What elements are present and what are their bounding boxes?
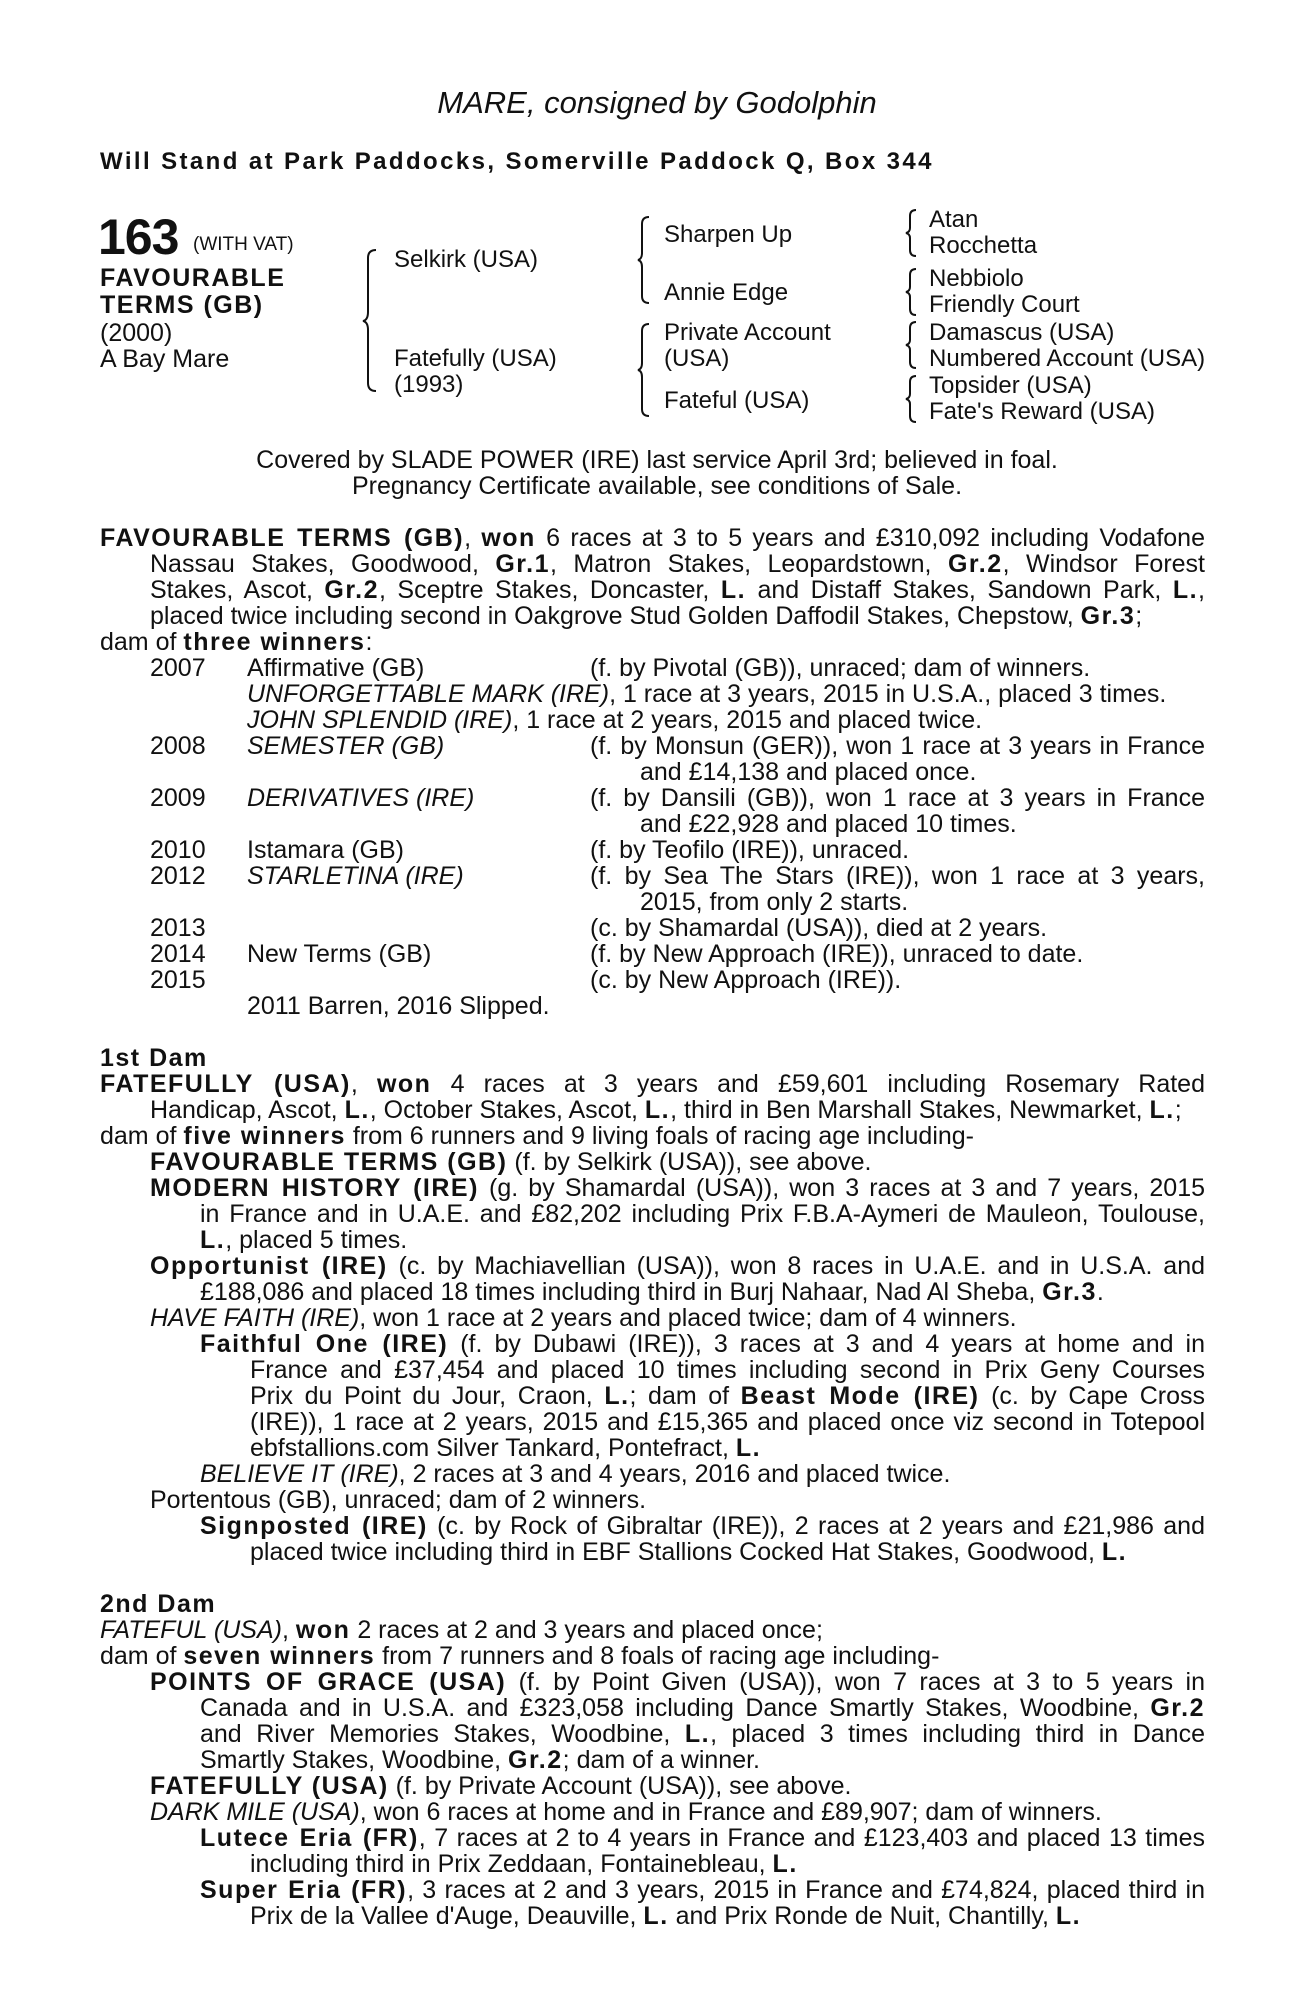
produce-note: 2011 Barren, 2016 Slipped. xyxy=(247,992,550,1020)
foaling-year: (2000) xyxy=(100,319,173,347)
dam-line: placed twice including third in EBF Stallions Cocked Hat Stakes, Goodwood, L. xyxy=(250,1538,1128,1566)
lot-number: 163 xyxy=(98,209,179,265)
granddam-line-g5: Damascus (USA) xyxy=(929,319,1115,346)
horse-description: A Bay Mare xyxy=(100,345,230,373)
dam-line: BELIEVE IT (IRE), 2 races at 3 and 4 years, 2016 and placed twice. xyxy=(200,1460,951,1488)
dam-sire-line2: (USA) xyxy=(664,345,730,372)
dam-line: and River Memories Stakes, Woodbine, L., placed 3 times including third in Dance xyxy=(200,1720,1205,1748)
dam-line: FATEFUL (USA), won 2 races at 2 and 3 years and placed once; xyxy=(100,1616,823,1644)
dam-line: FATEFULLY (USA), won 4 races at 3 years and £59,601 including Rosemary Rated xyxy=(100,1070,1205,1098)
dam-line: Lutece Eria (FR), 7 races at 2 to 4 years in France and £123,403 and placed 13 times xyxy=(200,1824,1205,1852)
pedigree-brace xyxy=(362,248,380,393)
granddam-line-g6: Numbered Account (USA) xyxy=(929,345,1206,372)
summary-line: Stakes, Ascot, Gr.2, Sceptre Stakes, Doncaster, L. and Distaff Stakes, Sandown Park, L., xyxy=(150,576,1205,604)
produce-progeny: UNFORGETTABLE MARK (IRE), 1 race at 3 years, 2015 in U.S.A., placed 3 times. xyxy=(247,680,1167,708)
granddam-line-g2: Rocchetta xyxy=(929,232,1038,259)
summary-line: placed twice including second in Oakgrove Stud Golden Daffodil Stakes, Chepstow, Gr.3; xyxy=(150,602,1143,630)
dam-dam: Fateful (USA) xyxy=(664,387,810,414)
dam-line: FATEFULLY (USA) (f. by Private Account (USA)), see above. xyxy=(150,1772,852,1800)
dam-line: Faithful One (IRE) (f. by Dubawi (IRE)), 3 races at 3 and 4 years at home and in xyxy=(200,1330,1205,1358)
dam-line: ebfstallions.com Silver Tankard, Pontefract, L. xyxy=(250,1434,762,1462)
dam-line: including third in Prix Zeddaan, Fontainebleau, L. xyxy=(250,1850,798,1878)
pedigree-brace xyxy=(905,267,919,317)
dam-line: POINTS OF GRACE (USA) (f. by Point Given (USA)), won 7 races at 3 to 5 years in xyxy=(150,1668,1205,1696)
granddam-line-g4: Friendly Court xyxy=(929,291,1080,318)
dam-line: Canada and in U.S.A. and £323,058 including Dance Smartly Stakes, Woodbine, Gr.2 xyxy=(200,1694,1205,1722)
dam-line1: Fatefully (USA) xyxy=(394,345,557,372)
dam-line: Signposted (IRE) (c. by Rock of Gibraltar (IRE)), 2 races at 2 years and £21,986 and xyxy=(200,1512,1205,1540)
dam-line: Portentous (GB), unraced; dam of 2 winners. xyxy=(150,1486,647,1514)
produce-progeny: JOHN SPLENDID (IRE), 1 race at 2 years, 2015 and placed twice. xyxy=(247,706,983,734)
section-heading: 2nd Dam xyxy=(100,1590,217,1618)
dam-line: £188,086 and placed 18 times including third in Burj Nahaar, Nad Al Sheba, Gr.3. xyxy=(200,1278,1104,1306)
summary-line: Nassau Stakes, Goodwood, Gr.1, Matron Stakes, Leopardstown, Gr.2, Windsor Forest xyxy=(150,550,1205,578)
covered-note: Covered by SLADE POWER (IRE) last service April 3rd; believed in foal. xyxy=(256,446,1058,474)
summary-line: FAVOURABLE TERMS (GB), won 6 races at 3 to 5 years and £310,092 including Vodafone xyxy=(100,524,1205,552)
dam-line: Opportunist (IRE) (c. by Machiavellian (USA)), won 8 races in U.A.E. and in U.S.A. and xyxy=(150,1252,1205,1280)
pregnancy-note: Pregnancy Certificate available, see conditions of Sale. xyxy=(351,472,963,500)
dam-line: MODERN HISTORY (IRE) (g. by Shamardal (USA)), won 3 races at 3 and 7 years, 2015 xyxy=(150,1174,1206,1202)
granddam-line-g8: Fate's Reward (USA) xyxy=(929,398,1155,425)
summary-line: dam of three winners: xyxy=(100,628,373,656)
dam-line: DARK MILE (USA), won 6 races at home and in France and £89,907; dam of winners. xyxy=(150,1798,1102,1826)
dam-line: dam of seven winners from 7 runners and 8 foals of racing age including- xyxy=(100,1642,940,1670)
pedigree-brace xyxy=(905,320,919,370)
sire-sire: Sharpen Up xyxy=(664,221,793,248)
vat-label: (WITH VAT) xyxy=(193,234,294,255)
dam-line: France and £37,454 and placed 10 times including second in Prix Geny Courses xyxy=(250,1356,1205,1384)
granddam-line-g7: Topsider (USA) xyxy=(929,372,1092,399)
sire-dam: Annie Edge xyxy=(664,279,789,306)
pedigree-brace xyxy=(637,322,653,418)
dam-sire-line1: Private Account xyxy=(664,319,831,346)
dam-line: (IRE)), 1 race at 2 years, 2015 and £15,365 and placed once viz second in Totepool xyxy=(250,1408,1205,1436)
dam-line: FAVOURABLE TERMS (GB) (f. by Selkirk (USA)), see above. xyxy=(150,1148,872,1176)
granddam-line-g1: Atan xyxy=(929,206,979,233)
dam-line: Smartly Stakes, Woodbine, Gr.2; dam of a winner. xyxy=(200,1746,760,1774)
sire: Selkirk (USA) xyxy=(394,246,539,273)
pedigree-brace xyxy=(637,215,653,305)
horse-name-line2: TERMS (GB) xyxy=(100,291,264,319)
pedigree-brace xyxy=(905,208,919,258)
dam-line: Prix du Point du Jour, Craon, L.; dam of Beast Mode (IRE) (c. by Cape Cross xyxy=(250,1382,1205,1410)
dam-line: Handicap, Ascot, L., October Stakes, Ascot, L., third in Ben Marshall Stakes, Newmarket, L.; xyxy=(150,1096,1182,1124)
stand-location: Will Stand at Park Paddocks, Somerville Paddock Q, Box 344 xyxy=(100,148,934,175)
pedigree-brace xyxy=(905,374,919,424)
dam-line: L., placed 5 times. xyxy=(200,1226,408,1254)
horse-name-line1: FAVOURABLE xyxy=(100,264,286,292)
granddam-line-g3: Nebbiolo xyxy=(929,265,1024,292)
dam-line: dam of five winners from 6 runners and 9 living foals of racing age including- xyxy=(100,1122,974,1150)
dam-line2: (1993) xyxy=(394,371,464,398)
dam-line: in France and in U.A.E. and £82,202 including Prix F.B.A-Aymeri de Mauleon, Toulouse, xyxy=(200,1200,1205,1228)
dam-line: Prix de la Vallee d'Auge, Deauville, L. and Prix Ronde de Nuit, Chantilly, L. xyxy=(250,1902,1082,1930)
section-heading: 1st Dam xyxy=(100,1044,208,1072)
dam-line: Super Eria (FR), 3 races at 2 and 3 years, 2015 in France and £74,824, placed third in xyxy=(200,1876,1205,1904)
page-title: MARE, consigned by Godolphin xyxy=(437,85,877,120)
dam-line: HAVE FAITH (IRE), won 1 race at 2 years and placed twice; dam of 4 winners. xyxy=(150,1304,1017,1332)
